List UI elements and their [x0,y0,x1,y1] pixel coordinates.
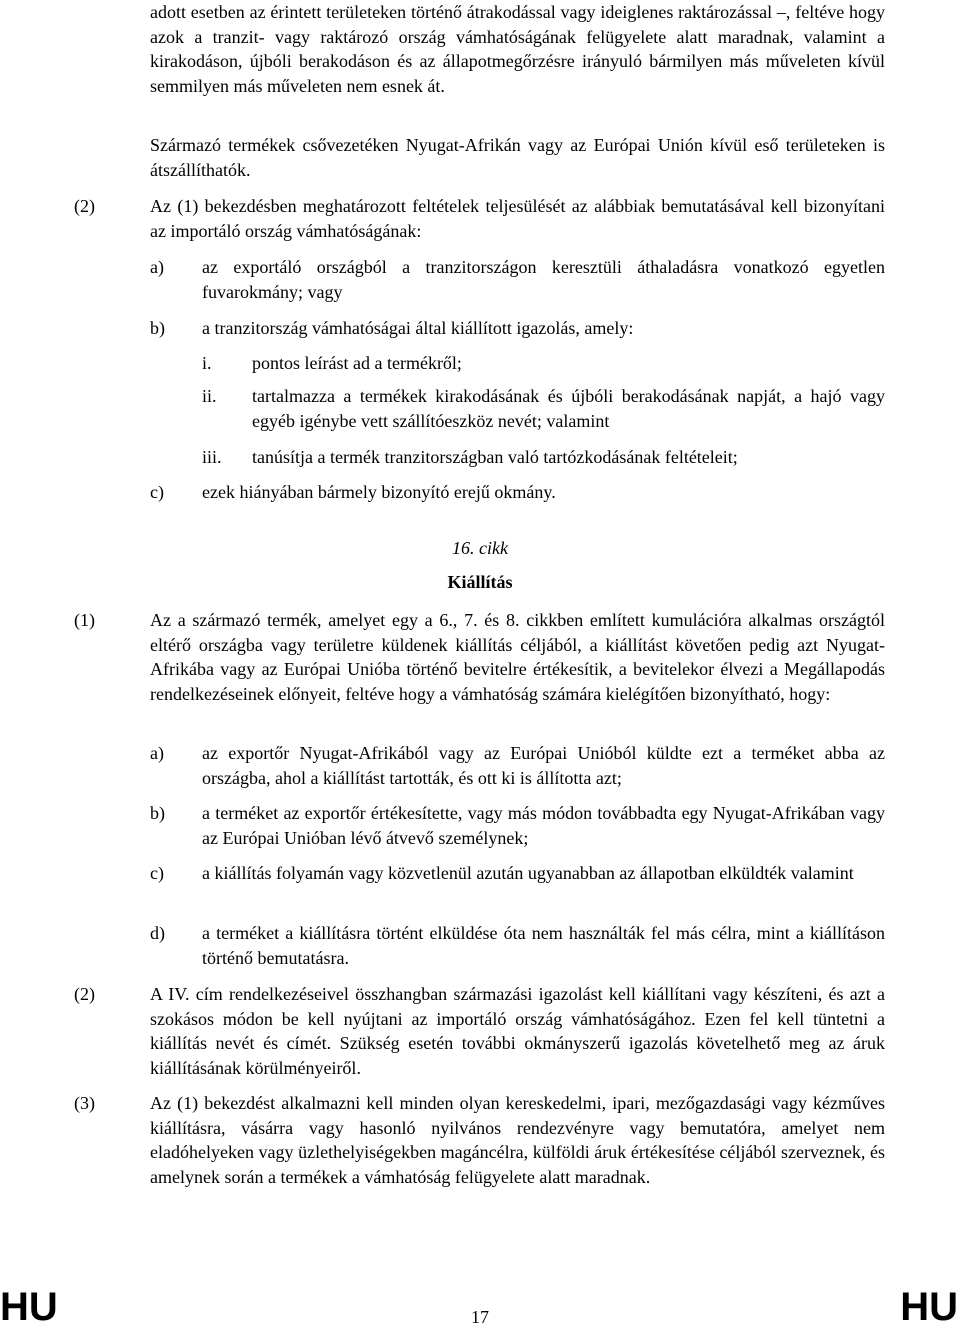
list-item: az exportáló országból a tranzitországon keresztüli áthaladásra vonatkozó egyetlen fuvarokmány; vagy [202,257,885,302]
paragraph-text: Az (1) bekezdést alkalmazni kell minden olyan kereskedelmi, ipari, mezőgazdasági vagy kézműves kiállításra, vásárra vagy hasonló nyilvános rendezvényre vagy bemutatóra, amelyet nem eladóhelyeken vagy üzlethelyiségekben magáncélra, külföldi áruk értékesítése céljából szerveznek, és amelynek során a termékek a vámhatóság felügyelete alatt maradnak. [150,1093,885,1187]
list-item-label: d) [150,923,165,943]
paragraph-number: (1) [74,610,95,630]
sublist-item-label: i. [202,353,212,373]
sublist-item-label: iii. [202,447,222,467]
list-item-label: a) [150,257,164,277]
list-item-label: c) [150,482,164,502]
sublist-item: tanúsítja a termék tranzitországban való tartózkodásának feltételeit; [252,447,738,467]
paragraph-number: (2) [74,196,95,216]
list-item-label: b) [150,318,165,338]
paragraph-number: (2) [74,984,95,1004]
list-item: a tranzitország vámhatóságai által kiállított igazolás, amely: [202,318,634,338]
sublist-item-label: ii. [202,386,217,406]
sublist-item: pontos leírást ad a termékről; [252,353,462,373]
list-item-label: c) [150,863,164,883]
list-item: a kiállítás folyamán vagy közvetlenül azután ugyanabban az állapotban elküldték valamint [202,863,854,883]
list-item-label: a) [150,743,164,763]
list-item-label: b) [150,803,165,823]
page-number: 17 [471,1307,489,1327]
article-title: Kiállítás [447,572,513,592]
list-item: a terméket az exportőr értékesítette, vagy más módon továbbadta egy Nyugat-Afrikában vagy az Európai Unióban lévő átvevő személynek; [202,803,885,848]
list-item: az exportőr Nyugat-Afrikából vagy az Európai Unióból küldte ezt a terméket abba az országba, ahol a kiállítást tartották, és ott ki is állította azt; [202,743,885,788]
footer-language-left: HU [0,1285,58,1329]
pipeline-paragraph: Származó termékek csővezetéken Nyugat-Afrikán vagy az Európai Unión kívül eső területeken is átszállíthatók. [150,135,885,180]
paragraph-text: Az (1) bekezdésben meghatározott feltételek teljesülését az alábbiak bemutatásával kell bizonyítani az importáló ország vámhatóságának: [150,196,885,241]
footer-language-right: HU [900,1285,958,1329]
paragraph-text: A IV. cím rendelkezéseivel összhangban származási igazolást kell kiállítani vagy készíteni, és azt a szokásos módon be kell nyújtani az importáló ország vámhatóságához. Ezen fel kell tüntetni a kiállítás nevét és címét. Szükség esetén további okmányszerű igazolás követelhető meg az áruk kiállításának körülményeiről. [150,984,885,1078]
paragraph-number: (3) [74,1093,95,1113]
list-item: a terméket a kiállításra történt elküldése óta nem használták fel más célra, mint a kiállításon történő bemutatásra. [202,923,885,968]
continuation-paragraph: adott esetben az érintett területeken történő átrakodással vagy ideiglenes raktározással –, feltéve hogy azok a tranzit- vagy raktározó ország vámhatóságának felügyelete alatt maradnak, valamint a kirakodáson, újbóli berakodáson és az állapotmegőrzésre irányuló bármilyen más műveleten kívül semmilyen más műveleten nem esnek át. [150,2,885,96]
sublist-item: tartalmazza a termékek kirakodásának és újbóli berakodásának napját, a hajó vagy egyéb igénybe vett szállítóeszköz nevét; valamint [252,386,885,431]
list-item: ezek hiányában bármely bizonyító erejű okmány. [202,482,556,502]
paragraph-text: Az a származó termék, amelyet egy a 6., 7. és 8. cikkben említett kumulációra alkalmas országtól eltérő országba vagy területre küldenek kiállítás céljából, a kiállítást követően pedig azt Nyugat-Afrikába vagy az Európai Unióba történő bevitelre értékesítik, a bevitelekor élvezi a Megállapodás rendelkezéseinek előnyeit, feltéve hogy a vámhatóság számára kielégítően bizonyítható, hogy: [150,610,885,704]
article-number: 16. cikk [452,538,508,558]
